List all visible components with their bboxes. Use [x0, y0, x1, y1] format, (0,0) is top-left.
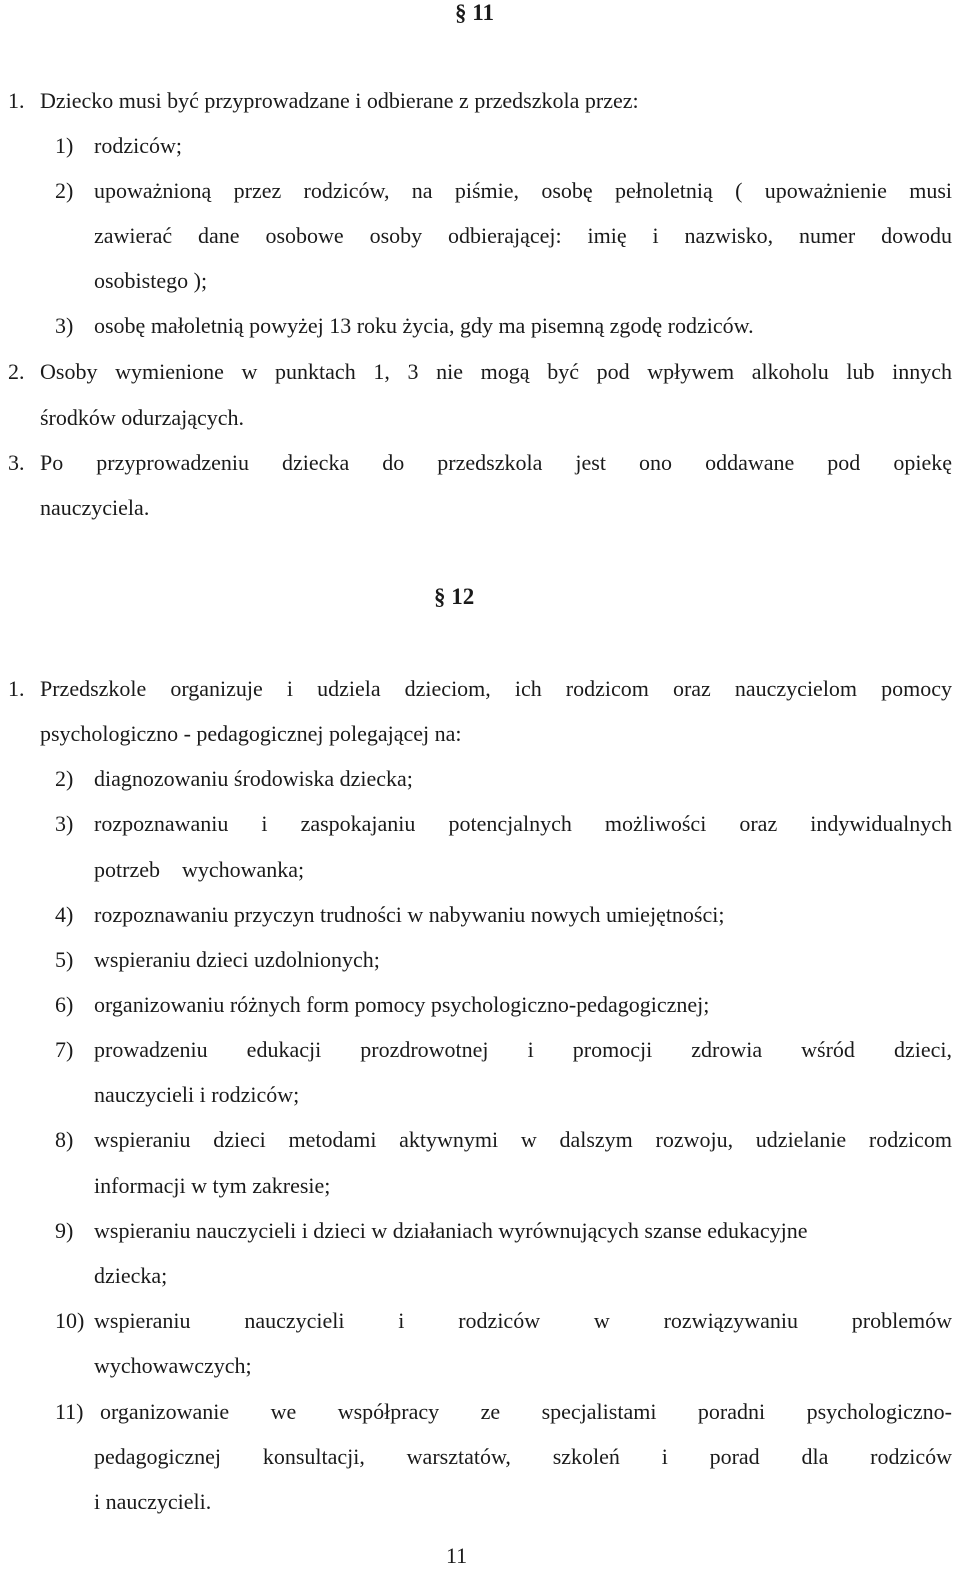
list-item-text: organizowaniu różnych form pomocy psychologiczno-pedagogicznej; [94, 992, 710, 1017]
list-item-text: dziecka; [94, 1263, 168, 1288]
list-item-text: organizowanie we współpracy ze specjalistami poradni psychologiczno- [100, 1399, 952, 1424]
list-item-text: rozpoznawaniu przyczyn trudności w nabywaniu nowych umiejętności; [94, 902, 725, 927]
list-item-text: wspieraniu dzieci metodami aktywnymi w dalszym rozwoju, udzielanie rodzicom [94, 1127, 952, 1152]
list-item-text: i nauczycieli. [94, 1489, 212, 1514]
list-item-text: wychowawczych; [94, 1353, 252, 1378]
list-item-number: 2) [55, 766, 74, 791]
paragraph-text: środków odurzających. [40, 405, 245, 430]
paragraph-number: 3. [8, 450, 25, 475]
list-item-number: 11) [55, 1399, 84, 1424]
list-item-text: prowadzeniu edukacji prozdrowotnej i promocji zdrowia wśród dzieci, [94, 1037, 952, 1062]
list-item-number: 6) [55, 992, 74, 1017]
paragraph-text: Osoby wymienione w punktach 1, 3 nie mogą być pod wpływem alkoholu lub innych [40, 359, 952, 384]
paragraph-text: psychologiczno - pedagogicznej polegającej na: [40, 721, 462, 746]
list-item-text: wspieraniu nauczycieli i rodziców w rozwiązywaniu problemów [94, 1308, 952, 1333]
list-item-number: 3) [55, 313, 74, 338]
list-item-number: 5) [55, 947, 74, 972]
list-item-text: osobistego ); [94, 268, 208, 293]
list-item-text: nauczycieli i rodziców; [94, 1082, 300, 1107]
list-item-text: wspieraniu dzieci uzdolnionych; [94, 947, 380, 972]
list-item-number: 4) [55, 902, 74, 927]
section-12-title: § 12 [434, 584, 475, 609]
list-item-text: potrzeb wychowanka; [94, 857, 305, 882]
paragraph-number: 2. [8, 359, 25, 384]
section-11-title: § 11 [455, 0, 494, 25]
page-number: 11 [446, 1543, 468, 1568]
list-item-number: 3) [55, 811, 74, 836]
list-item-number: 1) [55, 133, 74, 158]
list-item-text: rodziców; [94, 133, 182, 158]
list-item-text: osobę małoletnią powyżej 13 roku życia, gdy ma pisemną zgodę rodziców. [94, 313, 754, 338]
paragraph-text: Po przyprowadzeniu dziecka do przedszkola jest ono oddawane pod opiekę [40, 450, 952, 475]
list-item-number: 9) [55, 1218, 74, 1243]
list-item-number: 8) [55, 1127, 74, 1152]
list-item-text: informacji w tym zakresie; [94, 1173, 331, 1198]
paragraph-text: Dziecko musi być przyprowadzane i odbierane z przedszkola przez: [40, 88, 639, 113]
paragraph-text: Przedszkole organizuje i udziela dzieciom, ich rodzicom oraz nauczycielom pomocy [40, 676, 952, 701]
paragraph-number: 1. [8, 676, 25, 701]
list-item-number: 2) [55, 178, 74, 203]
paragraph-text: nauczyciela. [40, 495, 150, 520]
list-item-text: rozpoznawaniu i zaspokajaniu potencjalnych możliwości oraz indywidualnych [94, 811, 952, 836]
list-item-text: zawierać dane osobowe osoby odbierającej: imię i nazwisko, numer dowodu [94, 223, 952, 248]
list-item-text: pedagogicznej konsultacji, warsztatów, szkoleń i porad dla rodziców [94, 1444, 952, 1469]
list-item-number: 10) [55, 1308, 85, 1333]
list-item-text: wspieraniu nauczycieli i dzieci w działaniach wyrównujących szanse edukacyjne [94, 1218, 808, 1243]
list-item-text: upoważnioną przez rodziców, na piśmie, osobę pełnoletnią ( upoważnienie musi [94, 178, 952, 203]
list-item-number: 7) [55, 1037, 74, 1062]
list-item-text: diagnozowaniu środowiska dziecka; [94, 766, 413, 791]
paragraph-number: 1. [8, 88, 25, 113]
